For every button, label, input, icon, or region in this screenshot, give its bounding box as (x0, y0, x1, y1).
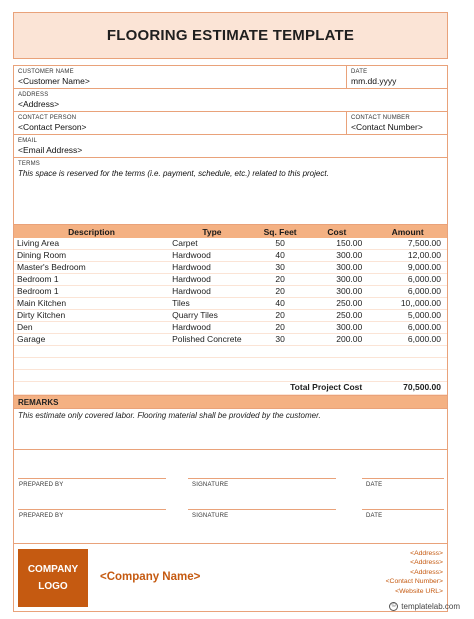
customer-name-field[interactable]: <Customer Name> (18, 76, 90, 86)
table-row (14, 334, 447, 346)
contact-person-cell[interactable] (14, 112, 347, 134)
row-amount[interactable]: 6,000.00 (368, 322, 447, 334)
customer-info-block (13, 65, 448, 225)
row-cost[interactable] (305, 358, 368, 370)
date-field[interactable]: mm.dd.yyyy (351, 76, 397, 86)
prepared-by-line-1[interactable] (18, 478, 166, 479)
company-logo (18, 549, 88, 607)
header-type: Type (169, 225, 255, 238)
table-header-row (14, 225, 447, 238)
title-banner (13, 12, 448, 59)
total-spacer (14, 381, 255, 394)
table-row (14, 238, 447, 250)
signature-line-1[interactable] (188, 478, 336, 479)
customer-name-cell[interactable] (14, 66, 347, 88)
header-description: Description (14, 225, 169, 238)
contact-person-field[interactable]: <Contact Person> (18, 122, 87, 132)
row-amount[interactable]: 6,000.00 (368, 334, 447, 346)
terms-label: TERMS (18, 161, 40, 167)
date-line-2[interactable] (362, 509, 444, 510)
table-row (14, 262, 447, 274)
address-line[interactable]: <Address> (410, 568, 443, 576)
row-sq-feet[interactable]: 40 (255, 298, 306, 310)
row-cost[interactable]: 300.00 (305, 286, 368, 298)
row-amount[interactable]: 10,,000.00 (368, 298, 447, 310)
row-cost[interactable]: 300.00 (305, 262, 368, 274)
row-sq-feet[interactable]: 20 (255, 286, 306, 298)
date-label: DATE (351, 69, 368, 75)
remarks-text[interactable]: This estimate only covered labor. Flooring material shall be provided by the customer. (13, 409, 448, 449)
signature-label-1: SIGNATURE (192, 481, 229, 488)
company-name[interactable]: <Company Name> (100, 570, 201, 583)
prepared-by-label-1: PREPARED BY (19, 481, 64, 488)
row-description[interactable]: Dirty Kitchen (14, 310, 169, 322)
date-cell[interactable] (347, 66, 447, 88)
row-amount[interactable] (368, 358, 447, 370)
row-type[interactable]: Polished Concrete (169, 334, 255, 346)
row-description[interactable]: Den (14, 322, 169, 334)
row-cost[interactable]: 300.00 (305, 274, 368, 286)
signature-label-2: SIGNATURE (192, 512, 229, 519)
row-amount[interactable]: 9,000.00 (368, 262, 447, 274)
page-title: FLOORING ESTIMATE TEMPLATE (106, 27, 355, 44)
row-cost[interactable] (305, 346, 368, 358)
row-sq-feet[interactable]: 20 (255, 322, 306, 334)
row-amount[interactable]: 7,500.00 (368, 238, 447, 250)
row-description[interactable]: Dining Room (14, 250, 169, 262)
remarks-header: REMARKS (13, 396, 448, 409)
address-cell[interactable] (14, 89, 447, 111)
prepared-by-line-2[interactable] (18, 509, 166, 510)
row-description[interactable] (14, 346, 169, 358)
row-cost[interactable]: 150.00 (305, 238, 368, 250)
row-amount[interactable] (368, 369, 447, 381)
row-sq-feet[interactable]: 20 (255, 274, 306, 286)
row-type[interactable]: Carpet (169, 238, 255, 250)
row-description[interactable]: Master's Bedroom (14, 262, 169, 274)
row-type[interactable]: Tiles (169, 298, 255, 310)
total-value: 70,500.00 (368, 381, 447, 394)
email-label: EMAIL (18, 138, 38, 144)
row-sq-feet[interactable]: 30 (255, 262, 306, 274)
header-cost: Cost (305, 225, 368, 238)
prepared-by-label-2: PREPARED BY (19, 512, 64, 519)
total-row (14, 381, 447, 394)
row-sq-feet[interactable]: 50 (255, 238, 306, 250)
logo-line-2: LOGO (38, 580, 68, 592)
row-sq-feet[interactable] (255, 369, 306, 381)
table-row (14, 369, 447, 381)
signature-line-2[interactable] (188, 509, 336, 510)
row-description[interactable]: Main Kitchen (14, 298, 169, 310)
row-amount[interactable]: 5,000.00 (368, 310, 447, 322)
row-type[interactable] (169, 346, 255, 358)
row-cost[interactable]: 250.00 (305, 310, 368, 322)
contact-person-label: CONTACT PERSON (18, 115, 77, 121)
brand-text: templatelab.com (401, 602, 460, 611)
row-sq-feet[interactable]: 20 (255, 310, 306, 322)
templatelab-brand (389, 602, 460, 611)
row-cost[interactable]: 300.00 (305, 322, 368, 334)
row-description[interactable]: Garage (14, 334, 169, 346)
row-type[interactable] (169, 358, 255, 370)
row-type[interactable]: Hardwood (169, 250, 255, 262)
row-type[interactable] (169, 369, 255, 381)
address-label: ADDRESS (18, 92, 49, 98)
row-cost[interactable]: 250.00 (305, 298, 368, 310)
company-address-block (386, 549, 443, 597)
row-type[interactable]: Hardwood (169, 262, 255, 274)
signature-section (13, 449, 448, 544)
logo-line-1: COMPANY (27, 563, 79, 575)
row-amount[interactable]: 6,000.00 (368, 274, 447, 286)
contact-number-field[interactable]: <Contact Number> (351, 122, 423, 132)
header-amount: Amount (368, 225, 447, 238)
items-table-wrap (13, 225, 448, 396)
address-line[interactable]: <Address> (410, 559, 443, 567)
email-cell[interactable] (14, 135, 447, 157)
row-sq-feet[interactable] (255, 346, 306, 358)
contact-number-cell[interactable] (347, 112, 447, 134)
row-description[interactable]: Bedroom 1 (14, 286, 169, 298)
email-field[interactable]: <Email Address> (18, 145, 83, 155)
row-amount[interactable]: 12,00.00 (368, 250, 447, 262)
address-field[interactable]: <Address> (18, 99, 60, 109)
table-row (14, 274, 447, 286)
table-row (14, 298, 447, 310)
row-cost[interactable] (305, 369, 368, 381)
table-row (14, 250, 447, 262)
estimate-page (13, 12, 448, 612)
row-description[interactable]: Bedroom 1 (14, 274, 169, 286)
row-sq-feet[interactable] (255, 358, 306, 370)
row-cost[interactable]: 300.00 (305, 250, 368, 262)
date-label-2: DATE (366, 512, 383, 519)
row-description[interactable] (14, 358, 169, 370)
row-description[interactable] (14, 369, 169, 381)
table-row (14, 322, 447, 334)
terms-cell[interactable] (14, 158, 447, 224)
row-type[interactable]: Hardwood (169, 322, 255, 334)
company-footer (13, 544, 448, 612)
website-url-line[interactable]: <Website URL> (395, 588, 443, 596)
header-sq-feet: Sq. Feet (255, 225, 306, 238)
date-line-1[interactable] (362, 478, 444, 479)
row-type[interactable]: Quarry Tiles (169, 310, 255, 322)
row-sq-feet[interactable]: 40 (255, 250, 306, 262)
date-label-1: DATE (366, 481, 383, 488)
row-amount[interactable]: 6,000.00 (368, 286, 447, 298)
items-table (14, 225, 447, 395)
row-type[interactable]: Hardwood (169, 286, 255, 298)
row-description[interactable]: Living Area (14, 238, 169, 250)
total-label: Total Project Cost (255, 381, 368, 394)
terms-text[interactable]: This space is reserved for the terms (i.e. payment, schedule, etc.) related to this project. (18, 169, 329, 178)
row-type[interactable]: Hardwood (169, 274, 255, 286)
row-sq-feet[interactable]: 30 (255, 334, 306, 346)
row-amount[interactable] (368, 346, 447, 358)
row-cost[interactable]: 200.00 (305, 334, 368, 346)
copyright-icon: © (389, 602, 398, 611)
table-row (14, 358, 447, 370)
contact-number-label: CONTACT NUMBER (351, 115, 410, 121)
customer-name-label: CUSTOMER NAME (18, 69, 74, 75)
table-row (14, 310, 447, 322)
address-line[interactable]: <Address> (410, 549, 443, 557)
table-row (14, 286, 447, 298)
contact-number-line[interactable]: <Contact Number> (385, 578, 443, 586)
table-row (14, 346, 447, 358)
